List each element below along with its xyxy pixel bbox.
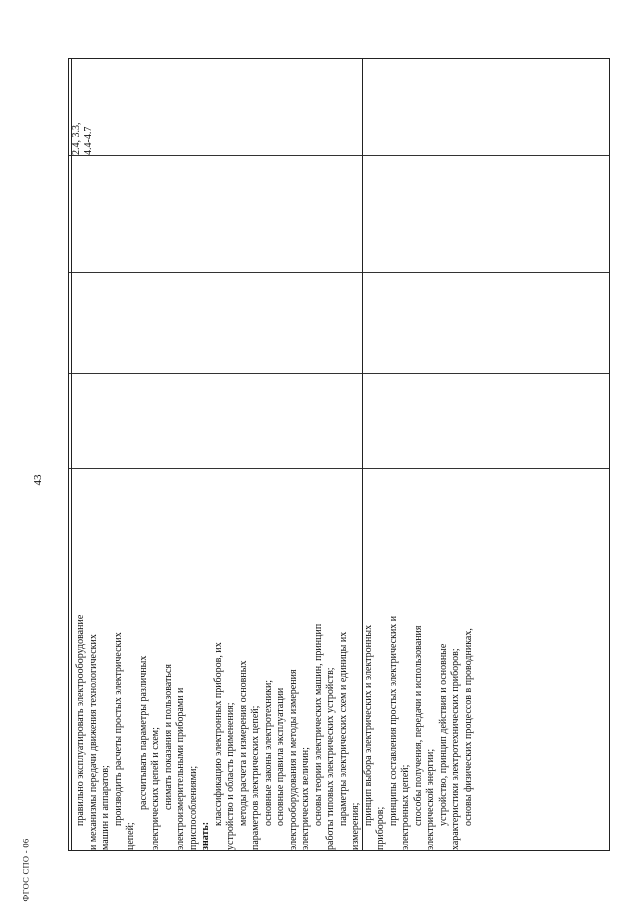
- competency-cell: [69, 59, 609, 155]
- skills-knowledge-cell: [69, 468, 609, 852]
- content-line: электронных цепей;: [400, 764, 411, 850]
- content-line: машин и аппаратов;: [100, 765, 111, 850]
- content-line: основные законы электротехники;: [262, 679, 274, 826]
- content-line: рассчитывать параметры различных: [137, 655, 149, 810]
- content-line: основные правила эксплуатации: [275, 687, 286, 826]
- content-line: параметров электрических цепей;: [250, 705, 261, 850]
- curriculum-table: [68, 58, 610, 851]
- content-line: способы получения, передачи и использования: [412, 625, 424, 826]
- content-line: основы физических процессов в проводниках,: [462, 628, 474, 826]
- content-line: основы теории электрических машин, принцип: [312, 623, 324, 826]
- content-line: и механизмы передачи движения технологических: [87, 634, 99, 850]
- empty-cell: [69, 272, 609, 373]
- content-line: устройство и область применения;: [225, 702, 236, 850]
- content-line: работы типовых электрических устройств;: [325, 667, 336, 850]
- content-line: приспособлениями;: [187, 765, 199, 850]
- content-line: измерения;: [350, 802, 361, 850]
- page-number: 43: [32, 474, 44, 486]
- content-line: методы расчета и измерения основных: [237, 660, 249, 826]
- competency-line: 4.4-4.7: [83, 126, 94, 155]
- content-line: электроизмерительными приборами и: [175, 687, 186, 850]
- content-line: снимать показания и пользоваться: [162, 664, 174, 810]
- section-heading: знать:: [200, 821, 211, 850]
- content-line: производить расчеты простых электрических: [112, 632, 124, 826]
- content-line: классификацию электронных приборов, их: [212, 642, 224, 826]
- skills-knowledge-text: [75, 472, 474, 850]
- competency-line: 2.4, 3.3,: [71, 122, 82, 155]
- content-line: принципы составления простых электрических и: [387, 615, 399, 826]
- content-line: электрической энергии;: [425, 748, 436, 850]
- empty-cell: [69, 373, 609, 468]
- empty-cell: [69, 155, 609, 272]
- content-line: характеристики электротехнических приборов;: [450, 648, 461, 850]
- content-line: цепей;: [125, 822, 136, 850]
- document-footer: ФГОС СПО - 06: [20, 838, 31, 902]
- content-line: электрических величин;: [300, 747, 311, 850]
- content-line: приборов;: [375, 806, 386, 850]
- content-line: принцип выбора электрических и электронных: [362, 624, 374, 826]
- content-line: устройство, принцип действия и основные: [437, 643, 449, 826]
- content-line: электрических цепей и схем;: [150, 727, 161, 850]
- content-line: правильно эксплуатировать электрооборудование: [75, 614, 86, 826]
- content-line: параметры электрических схем и единицы их: [337, 631, 349, 826]
- content-line: электрооборудования и методы измерения: [287, 669, 299, 850]
